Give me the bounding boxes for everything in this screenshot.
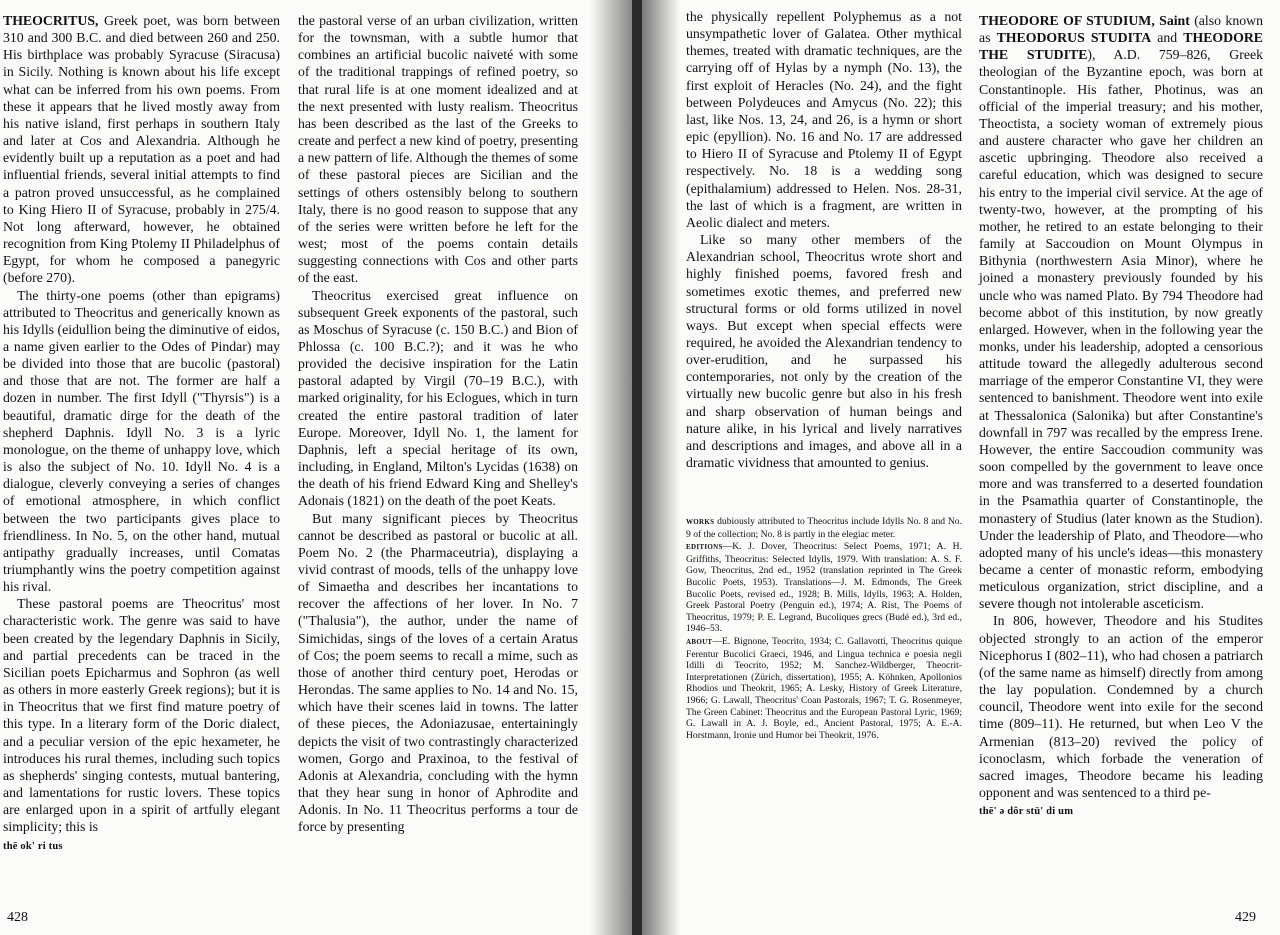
editions-label: editions bbox=[686, 542, 723, 553]
gutter-shadow bbox=[640, 0, 680, 935]
left-column-1 bbox=[3, 12, 280, 855]
alt-name-theodore-the-studite: THEODORE THE STUDITE bbox=[979, 30, 1263, 63]
paragraph: In 806, however, Theodore and his Studites objected strongly to an action of the emperor Nicephorus I (802–11), who had chosen a patriarch (of the same name as himself) directly from among the lay population. Condemned by a church council, Theodore went into exile for the second time (809–11). He returned, but when Leo V the Armenian (813–20) revived the policy of iconoclasm, which forbade the veneration of sacred images, Theodore became his leading opponent and was sentenced to a third pe- bbox=[979, 613, 1263, 801]
works-label: works bbox=[686, 517, 715, 527]
paragraph-text: (also known as bbox=[979, 13, 1263, 46]
page-number-right: 429 bbox=[1235, 910, 1256, 925]
editions-text: —K. J. Dover, Theocritus: Select Poems, 1971; A. H. Griffiths, Theocritus: Selected Idylls, 1979. With translation: A. S. F. Gow, Theocritus, 2nd ed., 1952 (translation reprinted in The Greek Bucolic Poets, 1953). Translations—J. M. Edmonds, The Greek Bucolic Poets, revised ed., 1928; B. Mills, Idylls, 1963; A. Holden, Greek Pastoral Poetry (Penguin ed.), 1974; A. Rist, The Poems of Theocritus, 1979; P. E. Legrand, Bucoliques grecs (Budé ed.), 3rd ed., 1946–53. bbox=[686, 541, 962, 635]
pronunciation-guide: thē' ǝ dôr stü' di um bbox=[979, 806, 1074, 818]
entry-title-theodore: THEODORE OF STUDIUM, Saint bbox=[979, 13, 1190, 28]
about-text: —E. Bignone, Teocrito, 1934; C. Gallavotti, Theocritus quique Ferentur Bucolici Graeci, 1946, and Lingua technica e poesia negli Idilli di Teocrito, 1952; M. Sanchez-Wildberger, Theocrit-Interpretationen (Zürich, dissertation), 1955; A. Köhnken, Apollonios Rhodios und Theokrit, 1965; A. Lesky, History of Greek Literature, 1966; G. Lawall, Theocritus' Coan Pastorals, 1967; T. G. Rosenmeyer, The Green Cabinet: Theocritus and the European Pastoral Lyric, 1969; G. Lawall in A. J. Boyle, ed., Ancient Pastoral, 1975; A. E.-A. Horstmann, Ironie und Humor bei Theokrit, 1976. bbox=[686, 635, 962, 741]
book-gutter bbox=[632, 0, 642, 935]
paragraph-text: and bbox=[1151, 30, 1184, 46]
alt-name-theodorus-studita: THEODORUS STUDITA bbox=[996, 30, 1152, 46]
right-column-2 bbox=[979, 12, 1263, 820]
paragraph: Theocritus exercised great influence on subsequent Greek exponents of the pastoral, such as Moschus of Syracuse (c. 150 B.C.) and Bion of Phlossa (c. 100 B.C.?); and it was he who provided the decisive inspiration for the Latin pastoral adapted by Virgil (70–19 B.C.), with marked originality, for his Eclogues, which in turn created the entire pastoral tradition of later Europe. Moreover, Idyll No. 1, the lament for Daphnis, left a special heritage of its own, including, in England, Milton's Lycidas (1638) on the death of his friend Edward King and Shelley's Adonais (1821) on the death of the poet Keats. bbox=[298, 287, 578, 509]
page-number-left: 428 bbox=[7, 910, 28, 925]
paragraph-text: ), A.D. 759–826, Greek theologian of the Byzantine epoch, was born at Constantinople. His father, Photinus, was an official of the imperial treasury; and his mother, Theoctista, a society woman of extremely pious and austere character who gave her children an ascetic upbringing. Theodore also received a careful education, which was designed to secure his entry to the imperial civil service. At the age of twenty-two, however, at the prompting of his mother, he retired to an estate belonging to their family at Saccoudion on Mount Olympus in Bithynia (northwestern Asia Minor), where he joined a monastery previously founded by his uncle who was named Plato. By 794 Theodore had become abbot of this institution, by now greatly enlarged. However, when in the following year the monks, under his leadership, adopted a censorious attitude toward the allegedly adulterous second marriage of the emperor Constantine VI, they were sentenced to banishment. Theodore went into exile at Thessalonica (Salonika) but after Constantine's downfall in 797 was recalled by the empress Irene. However, the entire Saccoudion community was soon compelled by the government to leave once more and was transferred to a deserted foundation in the Psamathia quarter of Constantinople, the monastery of Studius (later known as the Studion). Under the leadership of Plato, and Theodore—who adopted many of his uncle's ideas—this monastery became a center of monastic reform, embodying meticulous organization, strict discipline, and a severe though not intolerable asceticism. bbox=[979, 47, 1263, 612]
theocritus-intro-paragraph bbox=[3, 12, 280, 287]
paragraph: These pastoral poems are Theocritus' most characteristic work. The genre was said to have been created by the legendary Daphnis in Sicily, and partial precedents can be traced in the Sicilian poets Epicharmus and Sophron (as well as others in more easterly Greek regions); but it is in Theocritus that we first find mature poetry of this type. In a literary form of the Doric dialect, and a peculiar version of the epic hexameter, he introduces his rural themes, including such topics as shepherds' singing contests, mutual bantering, and lamentations for rustic lovers. These topics are enlarged upon in a spirit of artfully elegant simplicity; this is bbox=[3, 596, 280, 835]
theodore-intro-paragraph bbox=[979, 12, 1263, 612]
paragraph: the physically repellent Polyphemus as a not unsympathetic lover of Galatea. Other mythical themes, treated with dramatic techniques, are the carrying off of Hylas by a nymph (No. 13), the first exploit of Heracles (No. 24), and the fight between Polydeuces and Amycus (No. 22); this last, like Nos. 13, 24, and 26, is a hymn or short epic (epyllion). No. 16 and No. 17 are addressed to Hiero II of Syracuse and Ptolemy II of Egypt respectively. No. 18 is a wedding song (epithalamium) addressed to Helen. Nos. 28-31, the last of which is a fragment, are written in Aeolic dialect and meters. bbox=[686, 9, 962, 230]
right-column-1 bbox=[686, 8, 962, 471]
about-label: about bbox=[686, 636, 713, 647]
left-column-2 bbox=[298, 12, 578, 836]
editions-reference bbox=[686, 541, 962, 635]
references-block bbox=[686, 516, 962, 742]
pronunciation-guide: thē ok' ri tus bbox=[3, 840, 63, 852]
paragraph: the pastoral verse of an urban civilization, written for the townsman, with a subtle humor that combines an artificial bucolic naiveté with some of the traditional trappings of refined poetry, so that rural life is at one moment idealized and at the next presented with lusty realism. Theocritus has been described as the last of the Greeks to create and perfect a new kind of poetry, presenting a new pattern of life. Although the themes of some of these pastoral pieces are Sicilian and the settings of others ostensibly belong to southern Italy, there is no good reason to suppose that any of the series were written before he left for the west; most of the poems contain details suggesting connections with Cos and other parts of the east. bbox=[298, 13, 578, 286]
paragraph: Like so many other members of the Alexandrian school, Theocritus wrote short and highly finished poems, favored fresh and sometimes exotic themes, and preferred new structural forms or old forms utilized in novel ways. But except when special effects were required, he avoided the Alexandrian tendency to over-erudition, and he surpassed his contemporaries, not only by the creation of the virtually new bucolic genre but also in his fresh and sharp observation of human beings and nature alike, in his lyrical and lively narratives and descriptions and images, and above all in a dramatic vividness that amounted to genius. bbox=[686, 232, 962, 471]
works-text: dubiously attributed to Theocritus include Idylls No. 8 and No. 9 of the collection; No. 8 is partly in the elegiac meter. bbox=[686, 516, 962, 540]
about-reference bbox=[686, 636, 962, 741]
paragraph-text: Greek poet, was born between 310 and 300 B.C. and died between 260 and 250. His birthplace was probably Syracuse (Siracusa) in Sicily. Nothing is known about his life except what can be inferred from his own poems. From these it appears that he lived mostly away from his native island, first perhaps in southern Italy and later at Cos and Alexandria. Although he evidently built up a reputation as a poet and had influential friends, several initial attempts to find a patron proved unsuccessful, as he complained to King Hiero II of Syracuse, probably in 275/4. Not long afterward, however, he obtained recognition from King Ptolemy II Philadelphus of Egypt, for whom he composed a panegyric (before 270). bbox=[3, 13, 280, 286]
paragraph: But many significant pieces by Theocritus cannot be described as pastoral or bucolic at all. Poem No. 2 (the Pharmaceutria), displaying a vivid contrast of moods, tells of the unhappy love of Simaetha and describes her incantations to recover the affections of her lover. In No. 7 ("Thalusia"), the author, under the name of Simichidas, sings of the loves of a certain Aratus of Cos; the poem seems to recall a mime, such as those of another third century poet, Herodas or Herondas. The same applies to No. 14 and No. 15, which have their scenes laid in towns. The latter of these pieces, the Adoniazusae, entertainingly depicts the visit of two contrastingly characterized women, Gorgo and Praxinoa, to the festival of Adonis at Alexandria, concluding with the hymn that they hear sung in honor of Aphrodite and Adonis. In No. 11 Theocritus performs a tour de force by presenting bbox=[298, 510, 578, 835]
works-reference bbox=[686, 516, 962, 540]
right-page bbox=[640, 0, 1280, 935]
paragraph: The thirty-one poems (other than epigrams) attributed to Theocritus and generically known as his Idylls (eidullion being the diminutive of eidos, a name given earlier to the Odes of Pindar) may be divided into those that are bucolic (pastoral) and those that are not. The former are half a dozen in number. The first Idyll ("Thyrsis") is a beautiful, dramatic dirge for the death of the shepherd Daphnis. Idyll No. 3 is a lyric monologue, on the theme of unhappy love, which is also the subject of No. 10. Idyll No. 4 is a dialogue, cleverly conveying a series of changes of emotional atmosphere, in which conflict between the two participants gives place to friendliness. In No. 5, on the other hand, mutual antipathy gradually increases, until Comatas triumphantly wins the poetry competition against his rival. bbox=[3, 287, 280, 595]
entry-title-theocritus: THEOCRITUS, bbox=[3, 13, 99, 28]
